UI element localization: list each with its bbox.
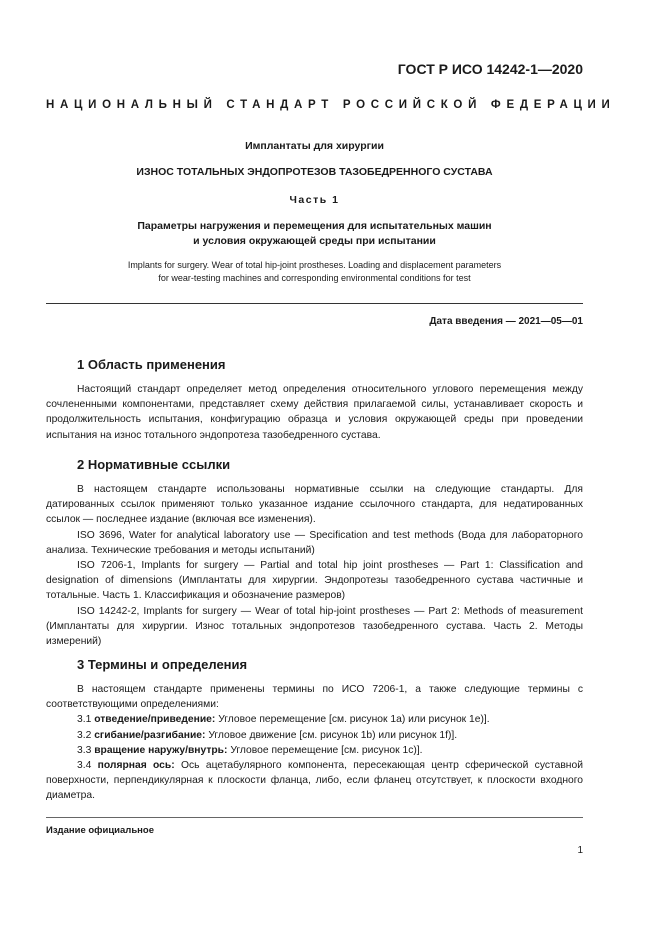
term-definition: Угловое движение [см. рисунок 1b) или рисунок 1f)]. [208,729,458,741]
term-name: полярная ось: [97,760,175,772]
term-number: 3.2 [77,729,92,741]
english-title [46,259,583,285]
document-part: Часть 1 [289,194,340,206]
term-number: 3.4 [77,760,92,772]
section-1-paragraph: Настоящий стандарт определяет метод определения относительного углового перемещения между сочлененными компонентами, представляет схему действия прилагаемой силы, устанавливает скорость и продолжительность испытания, конфигурацию образца и условия окружающей среды при проведении испытания на износ тотального эндопротеза тазобедренного сустава. [46,384,583,441]
term-number: 3.3 [77,744,92,756]
subtitle-line-1: Параметры нагружения и перемещения для испытательных машин [137,220,492,232]
document-subtitle [46,219,583,249]
term-definition: Ось ацетабулярного компонента, пересекающая центр сферической суставной поверхности, перпендикулярная к плоскости фланца, либо, если фланец отсутствует, к плоскости входного диаметра. [46,760,583,802]
term-name: вращение наружу/внутрь: [94,744,228,756]
term-name: отведение/приведение: [94,714,216,726]
document-title: ИЗНОС ТОТАЛЬНЫХ ЭНДОПРОТЕЗОВ ТАЗОБЕДРЕННОГО СУСТАВА [136,166,493,178]
section-3-heading: 3 Термины и определения [77,657,248,672]
term-entry [46,728,583,743]
term-number: 3.1 [77,714,92,726]
standard-number: ГОСТ Р ИСО 14242-1—2020 [397,61,583,77]
introduction-date: Дата введения — 2021—05—01 [429,316,583,327]
footer-divider [46,817,583,818]
title-divider [46,303,583,304]
subtitle-line-2: и условия окружающей среды при испытании [193,235,436,247]
reference-item: ISO 14242-2, Implants for surgery — Wear of total hip-joint prostheses — Part 2: Methods of measurement (Имплантаты для хирургии. Износ тотальных эндопротезов тазобедренного сустава. Часть 2. Методы измерений) [46,605,583,648]
term-definition: Угловое перемещение [см. рисунок 1a) или рисунок 1e)]. [218,714,490,726]
section-3-intro: В настоящем стандарте применены термины по ИСО 7206-1, а также следующие термины с соответствующими определениями: [46,684,583,711]
section-1-body [46,382,583,443]
term-entry [46,758,583,804]
english-title-line-1: Implants for surgery. Wear of total hip-joint prostheses. Loading and displacement parameters [127,260,502,270]
reference-item: ISO 3696, Water for analytical laboratory use — Specification and test methods (Вода для лабораторного анализа. Технические требования и методы испытаний) [46,529,583,556]
term-definition: Угловое перемещение [см. рисунок 1c)]. [230,744,423,756]
reference-item: ISO 7206-1, Implants for surgery — Partial and total hip joint prostheses — Part 1: Classification and designation of dimensions (Имплантаты для хирургии. Эндопротезы тазобедренного сустава частичные и тотальные. Часть 1. Классификация и обозначение размеров) [46,560,583,602]
document-category: Имплантаты для хирургии [245,140,384,152]
page-number: 1 [577,845,583,856]
term-entry [46,743,583,758]
section-3-body [46,682,583,804]
official-edition-label: Издание официальное [46,825,154,836]
section-2-heading: 2 Нормативные ссылки [77,457,231,472]
english-title-line-2: for wear-testing machines and corresponding environmental conditions for test [158,273,471,283]
section-2-intro: В настоящем стандарте использованы нормативные ссылки на следующие стандарты. Для датированных ссылок применяют только указанное издание ссылочного стандарта, для недатированных ссылок — последнее издание (включая все изменения). [46,484,583,526]
section-2-body [46,482,583,649]
national-standard-banner: НАЦИОНАЛЬНЫЙ СТАНДАРТ РОССИЙСКОЙ ФЕДЕРАЦИИ [46,99,616,111]
term-name: сгибание/разгибание: [94,729,206,741]
section-1-heading: 1 Область применения [77,357,226,372]
term-entry [46,712,583,727]
